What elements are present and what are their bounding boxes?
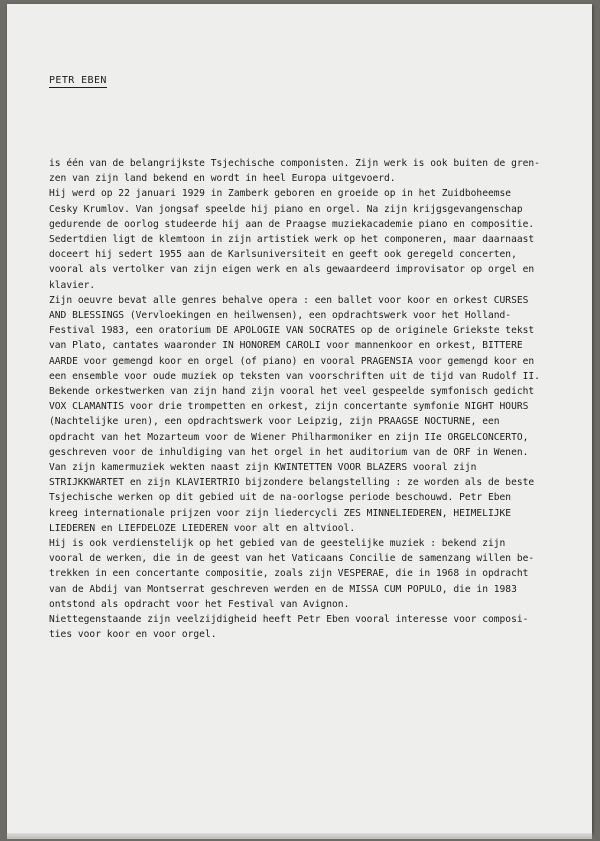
text-line: ties voor koor en voor orgel. — [49, 629, 217, 641]
text-line: vooral de werken, die in de geest van het Vaticaans Concilie de samenzang willen be- — [49, 553, 535, 565]
text-line: Niettegenstaande zijn veelzijdigheid heeft Petr Eben vooral interesse voor composi- — [49, 614, 529, 626]
text-line: gedurende de oorlog studeerde hij aan de Praagse muziekacademie piano en compositie. — [49, 218, 535, 230]
text-line: doceert hij sedert 1955 aan de Karlsuniversiteit en geeft ook geregeld concerten, — [49, 249, 517, 261]
document-page — [7, 4, 592, 833]
text-line: VOX CLAMANTIS voor drie trompetten en orkest, zijn concertante symfonie NIGHT HOURS — [49, 401, 529, 413]
text-line: kreeg internationale prijzen voor zijn liedercycli ZES MINNELIEDEREN, HEIMELIJKE — [49, 507, 512, 519]
text-line: Bekende orkestwerken van zijn hand zijn vooral het veel gespeelde symfonisch gedicht — [49, 386, 535, 398]
document-body — [49, 156, 574, 643]
text-line: Hij is ook verdienstelijk op het gebied van de geestelijke muziek : bekend zijn — [49, 538, 506, 550]
text-line: een ensemble voor oude muziek op teksten van voorschriften uit de tijd van Rudolf II. — [49, 370, 540, 382]
document-title: PETR EBEN — [49, 75, 107, 86]
text-line: ontstond als opdracht voor het Festival van Avignon. — [49, 598, 350, 610]
text-line: vooral als vertolker van zijn eigen werk en als gewaardeerd improvisator op orgel en — [49, 264, 535, 276]
text-line: LIEDEREN en LIEFDELOZE LIEDEREN voor alt en altviool. — [49, 522, 356, 534]
text-line: Hij werd op 22 januari 1929 in Zamberk geboren en groeide op in het Zuidboheemse — [49, 188, 512, 200]
text-line: klavier. — [49, 279, 96, 291]
text-line: Festival 1983, een oratorium DE APOLOGIE VAN SOCRATES op de originele Griekste tekst — [49, 325, 535, 337]
text-line: Van zijn kamermuziek wekten naast zijn KWINTETTEN VOOR BLAZERS vooral zijn — [49, 462, 477, 474]
text-line: AND BLESSINGS (Vervloekingen en heilwensen), een opdrachtswerk voor het Holland- — [49, 310, 512, 322]
text-line: AARDE voor gemengd koor en orgel (of piano) en vooral PRAGENSIA voor gemengd koor en — [49, 355, 535, 367]
text-line: is één van de belangrijkste Tsjechische componisten. Zijn werk is ook buiten de gren- — [49, 158, 540, 169]
text-line: zen van zijn land bekend en wordt in heel Europa uitgevoerd. — [49, 173, 396, 185]
text-line: Sedertdien ligt de klemtoon in zijn artistiek werk op het componeren, maar daarnaast — [49, 234, 535, 246]
text-line: geschreven voor de inhuldiging van het orgel in het auditorium van de ORF in Wenen. — [49, 446, 529, 458]
text-line: opdracht van het Mozarteum voor de Wiener Philharmoniker en zijn IIe ORGELCONCERTO, — [49, 431, 529, 443]
text-line: van de Abdij van Montserrat geschreven werden en de MISSA CUM POPULO, die in 1983 — [49, 583, 517, 595]
text-line: Tsjechische werken op dit gebied uit de na-oorlogse periode beschouwd. Petr Eben — [49, 492, 512, 504]
text-line: Cesky Krumlov. Van jongsaf speelde hij piano en orgel. Na zijn krijgsgevangenschap — [49, 203, 523, 215]
text-line: van Plato, cantates waaronder IN HONOREM CAROLI voor mannenkoor en orkest, BITTERE — [49, 340, 523, 352]
text-line: trekken in een concertante compositie, zoals zijn VESPERAE, die in 1968 in opdracht — [49, 568, 529, 580]
text-line: Zijn oeuvre bevat alle genres behalve opera : een ballet voor koor en orkest CURSES — [49, 294, 529, 306]
text-line: (Nachtelijke uren), een opdrachtswerk voor Leipzig, zijn PRAAGSE NOCTURNE, een — [49, 416, 500, 428]
text-line: STRIJKKWARTET en zijn KLAVIERTRIO bijzondere belangstelling : ze worden als de beste — [49, 477, 535, 489]
